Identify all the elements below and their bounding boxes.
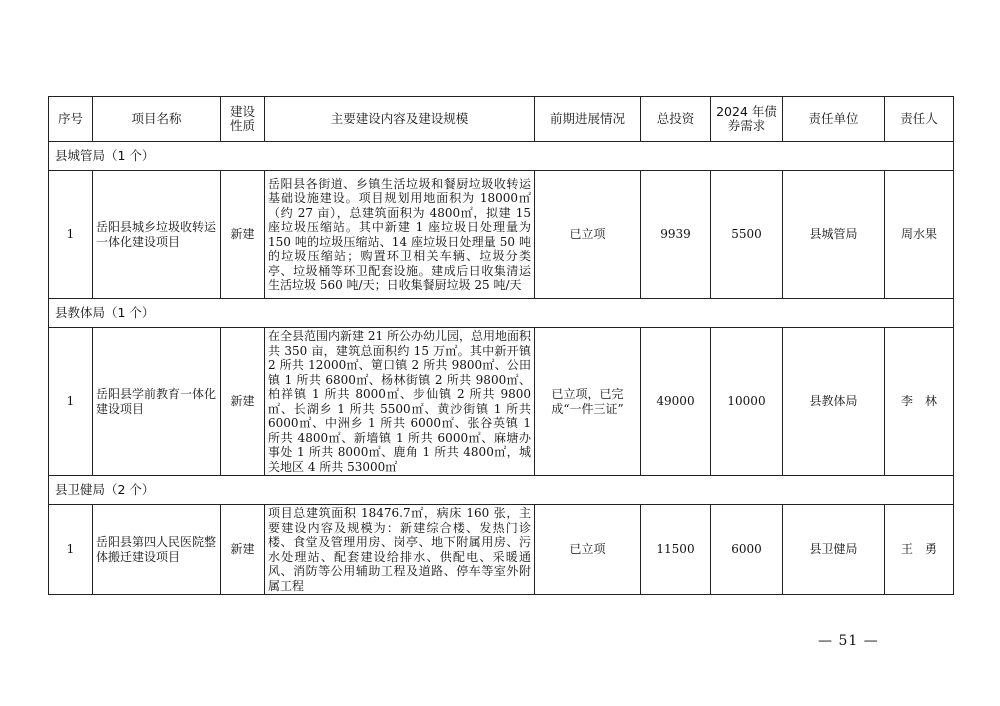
cell-unit: 县卫健局 [783,505,885,595]
cell-unit: 县城管局 [783,171,885,299]
cell-investment: 11500 [641,505,711,595]
cell-nature: 新建 [221,171,265,299]
header-unit: 责任单位 [783,97,885,142]
cell-seq: 1 [49,505,93,595]
cell-bond: 10000 [711,328,783,476]
table-row [49,505,954,595]
section-row [49,142,954,171]
cell-seq: 1 [49,328,93,476]
header-nature: 建设性质 [221,97,265,142]
cell-investment: 9939 [641,171,711,299]
cell-seq: 1 [49,171,93,299]
cell-unit: 县教体局 [783,328,885,476]
project-table [48,96,954,595]
cell-name: 岳阳县学前教育一体化建设项目 [93,328,221,476]
cell-person: 李 林 [885,328,954,476]
header-investment: 总投资 [641,97,711,142]
table-row [49,171,954,299]
section-title: 县教体局（1 个） [49,299,954,328]
cell-nature: 新建 [221,505,265,595]
header-bond: 2024 年债券需求 [711,97,783,142]
page-number: — 51 — [818,633,879,649]
cell-progress: 已立项，已完成“一件三证” [535,328,641,476]
cell-content: 岳阳县各街道、乡镇生活垃圾和餐厨垃圾收转运基础设施建设。项目规划用地面积为 18000㎡（约 27 亩），总建筑面积为 4800㎡，拟建 15 座垃圾压缩站。其中新建 1 座垃圾日处理量为 150 吨的垃圾压缩站、14 座垃圾日处理量 50 吨的垃圾压缩站；购置环卫相关车辆、垃圾分类亭、垃圾桶等环卫配套设施。建成后日收集清运生活垃圾 560 吨/天；日收集餐厨垃圾 25 吨/天 [265,171,535,299]
cell-progress: 已立项 [535,171,641,299]
header-name: 项目名称 [93,97,221,142]
cell-content: 项目总建筑面积 18476.7㎡，病床 160 张，主要建设内容及规模为：新建综合楼、发热门诊楼、食堂及管理用房、岗亭、地下附属用房、污水处理站、配套建设给排水、供配电、采暖通风、消防等公用辅助工程及道路、停车等室外附属工程 [265,505,535,595]
section-title: 县城管局（1 个） [49,142,954,171]
cell-person: 王 勇 [885,505,954,595]
header-content: 主要建设内容及建设规模 [265,97,535,142]
section-row [49,299,954,328]
table-row [49,328,954,476]
cell-investment: 49000 [641,328,711,476]
cell-person: 周水果 [885,171,954,299]
cell-name: 岳阳县第四人民医院整体搬迁建设项目 [93,505,221,595]
header-seq: 序号 [49,97,93,142]
header-person: 责任人 [885,97,954,142]
cell-content: 在全县范围内新建 21 所公办幼儿园，总用地面积共 350 亩，建筑总面积约 15 万㎡。其中新开镇 2 所共 12000㎡、筻口镇 2 所共 9800㎡、公田镇 1 所共 6800㎡、杨林街镇 2 所共 9800㎡、柏祥镇 1 所共 8000㎡、步仙镇 2 所共 9800㎡、长湖乡 1 所共 5500㎡、黄沙街镇 1 所共 6000㎡、中洲乡 1 所共 6000㎡、张谷英镇 1 所共 4800㎡、新墙镇 1 所共 6000㎡、麻塘办事处 1 所共 8000㎡、鹿角 1 所共 4800㎡，城关地区 4 所共 53000㎡ [265,328,535,476]
cell-bond: 6000 [711,505,783,595]
cell-bond: 5500 [711,171,783,299]
cell-name: 岳阳县城乡垃圾收转运一体化建设项目 [93,171,221,299]
cell-nature: 新建 [221,328,265,476]
section-row [49,476,954,505]
section-title: 县卫健局（2 个） [49,476,954,505]
header-progress: 前期进展情况 [535,97,641,142]
table-header-row [49,97,954,142]
cell-progress: 已立项 [535,505,641,595]
